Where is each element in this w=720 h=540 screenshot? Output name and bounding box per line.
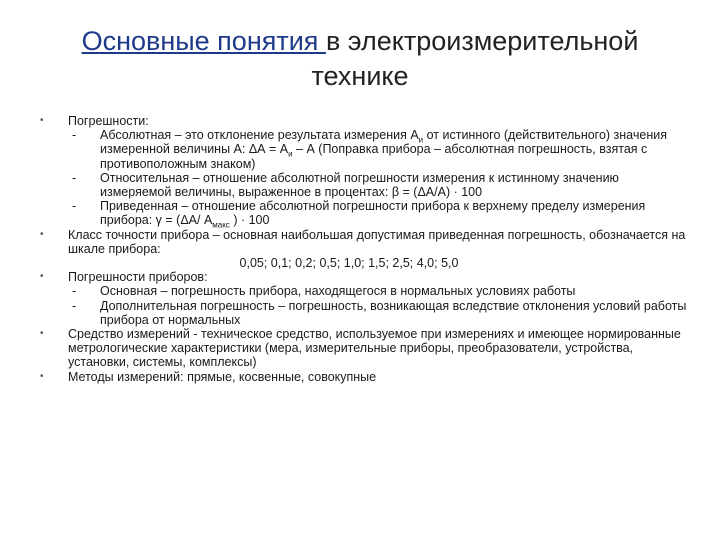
title-text: в электроизмерительной bbox=[325, 26, 639, 56]
main-error-text: Основная – погрешность прибора, находящегося в нормальных условиях работы bbox=[100, 284, 576, 299]
bullet-icon: • bbox=[40, 271, 44, 283]
dash-marker: - bbox=[72, 284, 77, 299]
bullet-measuring-instrument bbox=[40, 327, 690, 370]
sub-item-main-error bbox=[68, 284, 690, 298]
extra-error-text: Дополнительная погрешность – погрешность, возникающая вследствие отклонения условий работы прибора от нормальных bbox=[100, 298, 687, 327]
bullet-methods bbox=[40, 370, 690, 384]
red-text-2: ) · 100 bbox=[229, 213, 270, 228]
sub-item-extra-error bbox=[68, 299, 690, 327]
dash-marker: - bbox=[72, 199, 77, 214]
page-title bbox=[60, 24, 660, 94]
title-link[interactable]: Основные понятия bbox=[81, 26, 326, 56]
bullet-heading: Погрешности: bbox=[68, 114, 149, 128]
bullet-icon: • bbox=[40, 228, 44, 240]
rel-text: Относительная – отношение абсолютной погрешности измерения к истинному значению измеряемой величины, выраженное в процентах: β = (ΔА/А) · 100 bbox=[100, 170, 619, 200]
accuracy-text: Класс точности прибора – основная наибольшая допустимая приведенная погрешность, обозначается на шкале прибора: bbox=[68, 227, 686, 256]
red-sub: макс bbox=[212, 220, 230, 230]
instrument-text: Средство измерений - техническое средство, используемое при измерениях и имеющее нормированные метрологические характеристики (мера, измерительные приборы, преобразователи, устройства, установки, системы, комплексы) bbox=[68, 327, 681, 370]
methods-text: Методы измерений: прямые, косвенные, совокупные bbox=[68, 369, 377, 384]
dash-marker: - bbox=[72, 128, 77, 143]
abs-text-2: от истинного (действительного) значения измеренной величины А: ΔА = А bbox=[100, 128, 667, 157]
bullet-accuracy-class bbox=[40, 228, 690, 271]
bullet-icon: • bbox=[40, 115, 44, 126]
abs-text-1: Абсолютная – это отклонение результата измерения А bbox=[100, 128, 419, 143]
title-text-line2: технике bbox=[311, 61, 409, 91]
dash-marker: - bbox=[72, 298, 77, 313]
sub-item-relative bbox=[68, 171, 690, 199]
bullet-errors bbox=[40, 114, 690, 228]
bullet-heading: Погрешности приборов: bbox=[68, 270, 208, 285]
abs-sub-2: и bbox=[288, 149, 293, 159]
dash-marker: - bbox=[72, 170, 77, 185]
abs-text-3: – А (Поправка прибора – абсолютная погрешность, взятая с противоположным знаком) bbox=[100, 142, 648, 171]
accuracy-values: 0,05; 0,1; 0,2; 0,5; 1,0; 1,5; 2,5; 4,0; 5,0 bbox=[239, 256, 459, 271]
sub-item-reduced bbox=[68, 199, 690, 230]
bullet-instrument-errors bbox=[40, 270, 690, 327]
bullet-icon: • bbox=[40, 370, 44, 382]
slide-content bbox=[40, 114, 690, 384]
abs-sub-1: и bbox=[418, 135, 424, 145]
bullet-icon: • bbox=[40, 328, 44, 340]
sub-item-absolute bbox=[68, 128, 690, 171]
red-text-1: Приведенная – отношение абсолютной погрешности прибора к верхнему пределу измерения прибора: γ = (ΔА/ А bbox=[100, 199, 646, 228]
